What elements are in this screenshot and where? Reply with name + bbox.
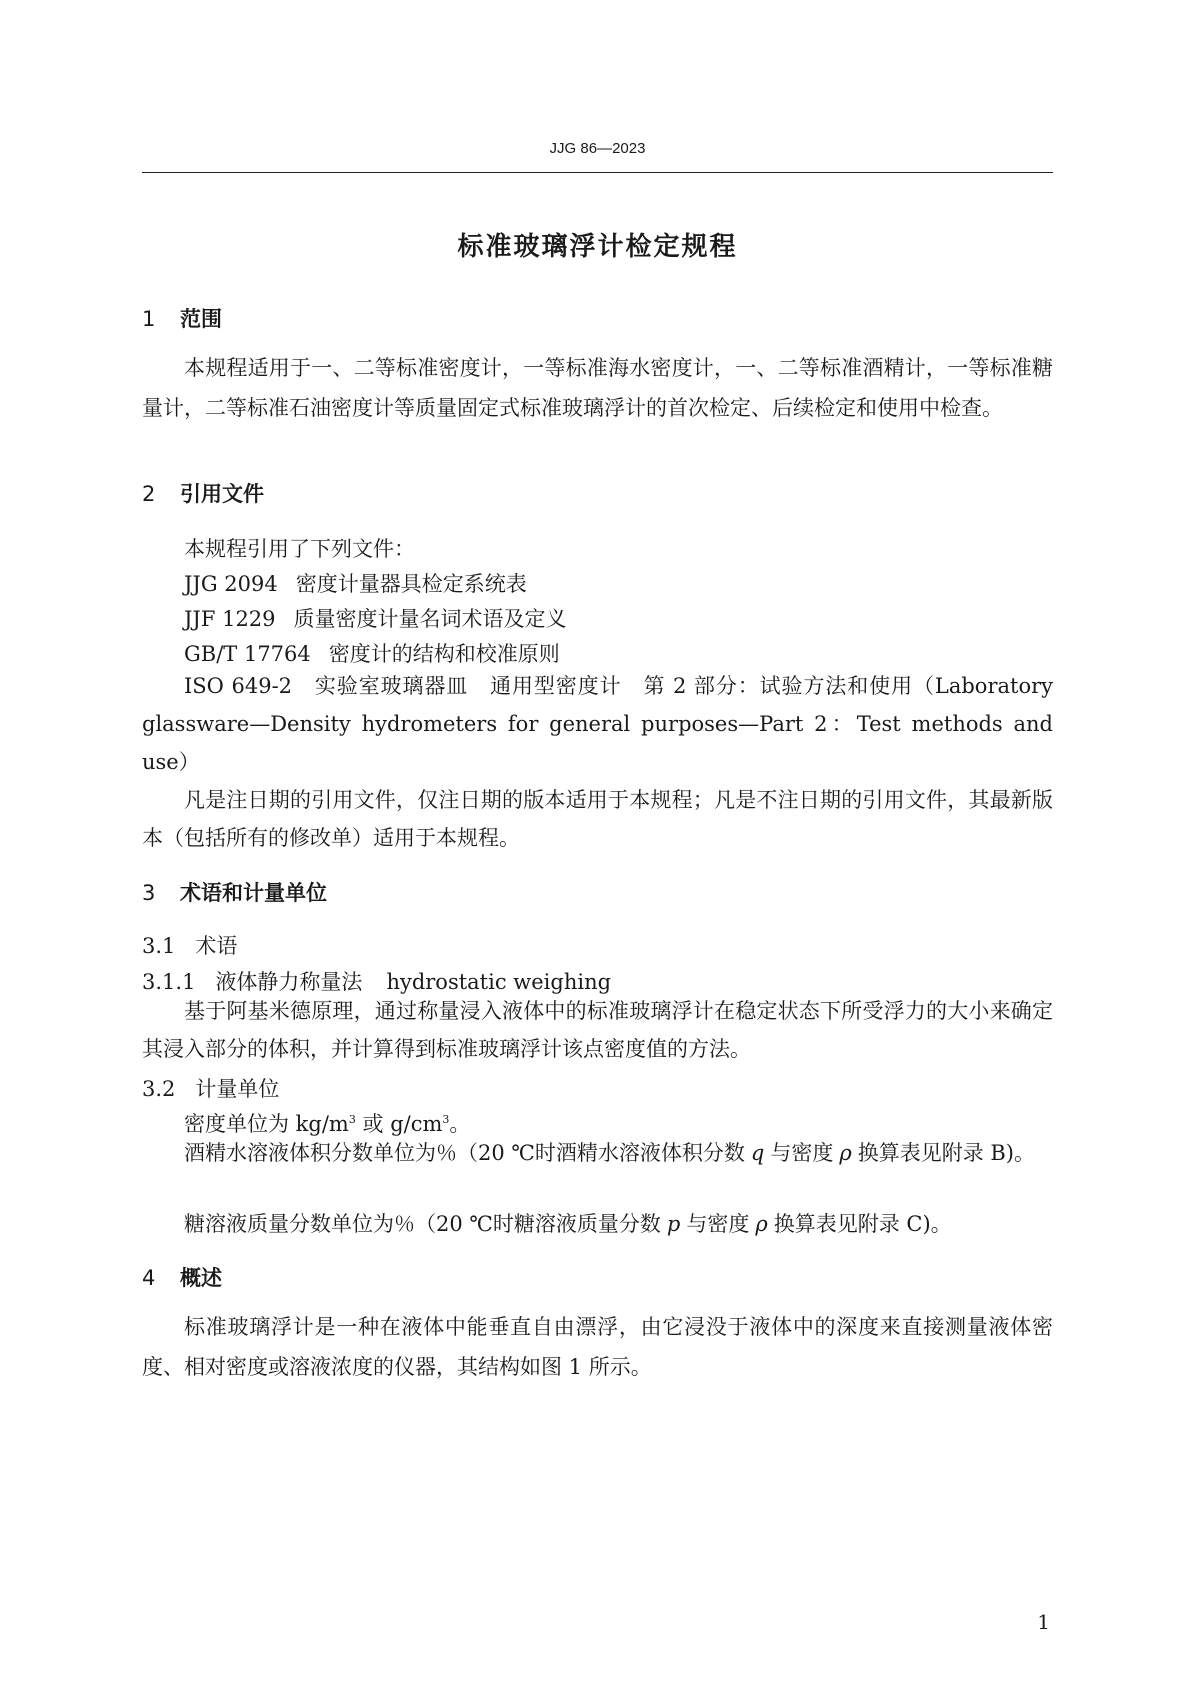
reference-title: 密度计的结构和校准原则 — [328, 642, 560, 666]
reference-code: JJF 1229 — [184, 607, 276, 631]
references-note: 凡是注日期的引用文件，仅注日期的版本适用于本规程；凡是不注日期的引用文件，其最新版本（包括所有的修改单）适用于本规程。 — [142, 788, 1053, 850]
section-title: 范围 — [180, 307, 222, 331]
section-2-heading — [142, 478, 264, 508]
unit-text: 糖溶液质量分数单位为％（20 ℃时糖溶液质量分数 — [184, 1212, 661, 1236]
subsection-3-2 — [142, 1073, 279, 1103]
section-1-heading — [142, 303, 222, 333]
term-english: hydrostatic weighing — [386, 970, 612, 994]
symbol: ρ — [755, 1212, 768, 1236]
subsection-title: 计量单位 — [195, 1077, 280, 1101]
header-code: JJG 86—2023 — [549, 140, 646, 157]
section-1-paragraph: 本规程适用于一、二等标准密度计，一等标准海水密度计，一、二等标准酒精计，一等标准糖量计，二等标准石油密度计等质量固定式标准玻璃浮计的首次检定、后续检定和使用中检查。 — [142, 356, 1053, 420]
reference-item — [184, 638, 560, 668]
unit-text: 或 g/cm — [355, 1112, 443, 1136]
subsection-number: 3.1 — [142, 934, 176, 958]
unit-text: 。 — [449, 1112, 471, 1136]
section-title: 概述 — [180, 1266, 222, 1290]
superscript: 3 — [442, 1113, 450, 1126]
term-chinese: 液体静力称量法 — [215, 970, 363, 994]
symbol: q — [750, 1141, 765, 1165]
reference-item — [184, 603, 567, 633]
subsection-number: 3.1.1 — [142, 970, 196, 994]
unit-text: 密度单位为 kg/m — [184, 1112, 349, 1136]
unit-text: 酒精水溶液体积分数单位为％（20 ℃时酒精水溶液体积分数 — [184, 1141, 745, 1165]
section-number: 4 — [142, 1266, 156, 1290]
unit-text: 换算表见附录 C)。 — [773, 1212, 952, 1236]
page-number: 1 — [1037, 1610, 1050, 1634]
section-title: 术语和计量单位 — [180, 881, 327, 905]
unit-text: 与密度 — [770, 1141, 834, 1165]
subsection-3-1 — [142, 930, 237, 960]
superscript: 3 — [348, 1113, 356, 1126]
sugar-unit-line — [184, 1208, 952, 1238]
header-rule — [142, 172, 1053, 173]
reference-item — [184, 568, 527, 598]
subsection-number: 3.2 — [142, 1077, 176, 1101]
section-4-paragraph: 标准玻璃浮计是一种在液体中能垂直自由漂浮，由它浸没于液体中的深度来直接测量液体密度、相对密度或溶液浓度的仪器，其结构如图 1 所示。 — [142, 1315, 1053, 1379]
section-number: 1 — [142, 307, 156, 331]
unit-text: 与密度 — [686, 1212, 750, 1236]
section-3-heading — [142, 877, 327, 907]
references-intro: 本规程引用了下列文件： — [184, 537, 415, 561]
reference-code: GB/T 17764 — [184, 642, 311, 666]
unit-text: 换算表见附录 B)。 — [857, 1141, 1036, 1165]
reference-title: 质量密度计量名词术语及定义 — [293, 607, 567, 631]
subsection-title: 术语 — [195, 934, 238, 958]
section-number: 2 — [142, 482, 156, 506]
section-number: 3 — [142, 881, 156, 905]
reference-code: JJG 2094 — [184, 572, 278, 596]
section-title: 引用文件 — [180, 482, 264, 506]
reference-title: 密度计量器具检定系统表 — [295, 572, 527, 596]
iso-reference: ISO 649-2 实验室玻璃器皿 通用型密度计 第 2 部分：试验方法和使用（Laboratory glassware—Density hydrometers for general purposes—Part 2：Test methods and use） — [142, 674, 1053, 774]
document-title: 标准玻璃浮计检定规程 — [457, 232, 738, 262]
symbol: ρ — [839, 1141, 852, 1165]
symbol: p — [666, 1212, 681, 1236]
section-4-heading — [142, 1262, 222, 1292]
alcohol-unit-paragraph — [142, 1134, 1053, 1172]
term-definition: 基于阿基米德原理，通过称量浸入液体中的标准玻璃浮计在稳定状态下所受浮力的大小来确定其浸入部分的体积，并计算得到标准玻璃浮计该点密度值的方法。 — [142, 999, 1053, 1061]
